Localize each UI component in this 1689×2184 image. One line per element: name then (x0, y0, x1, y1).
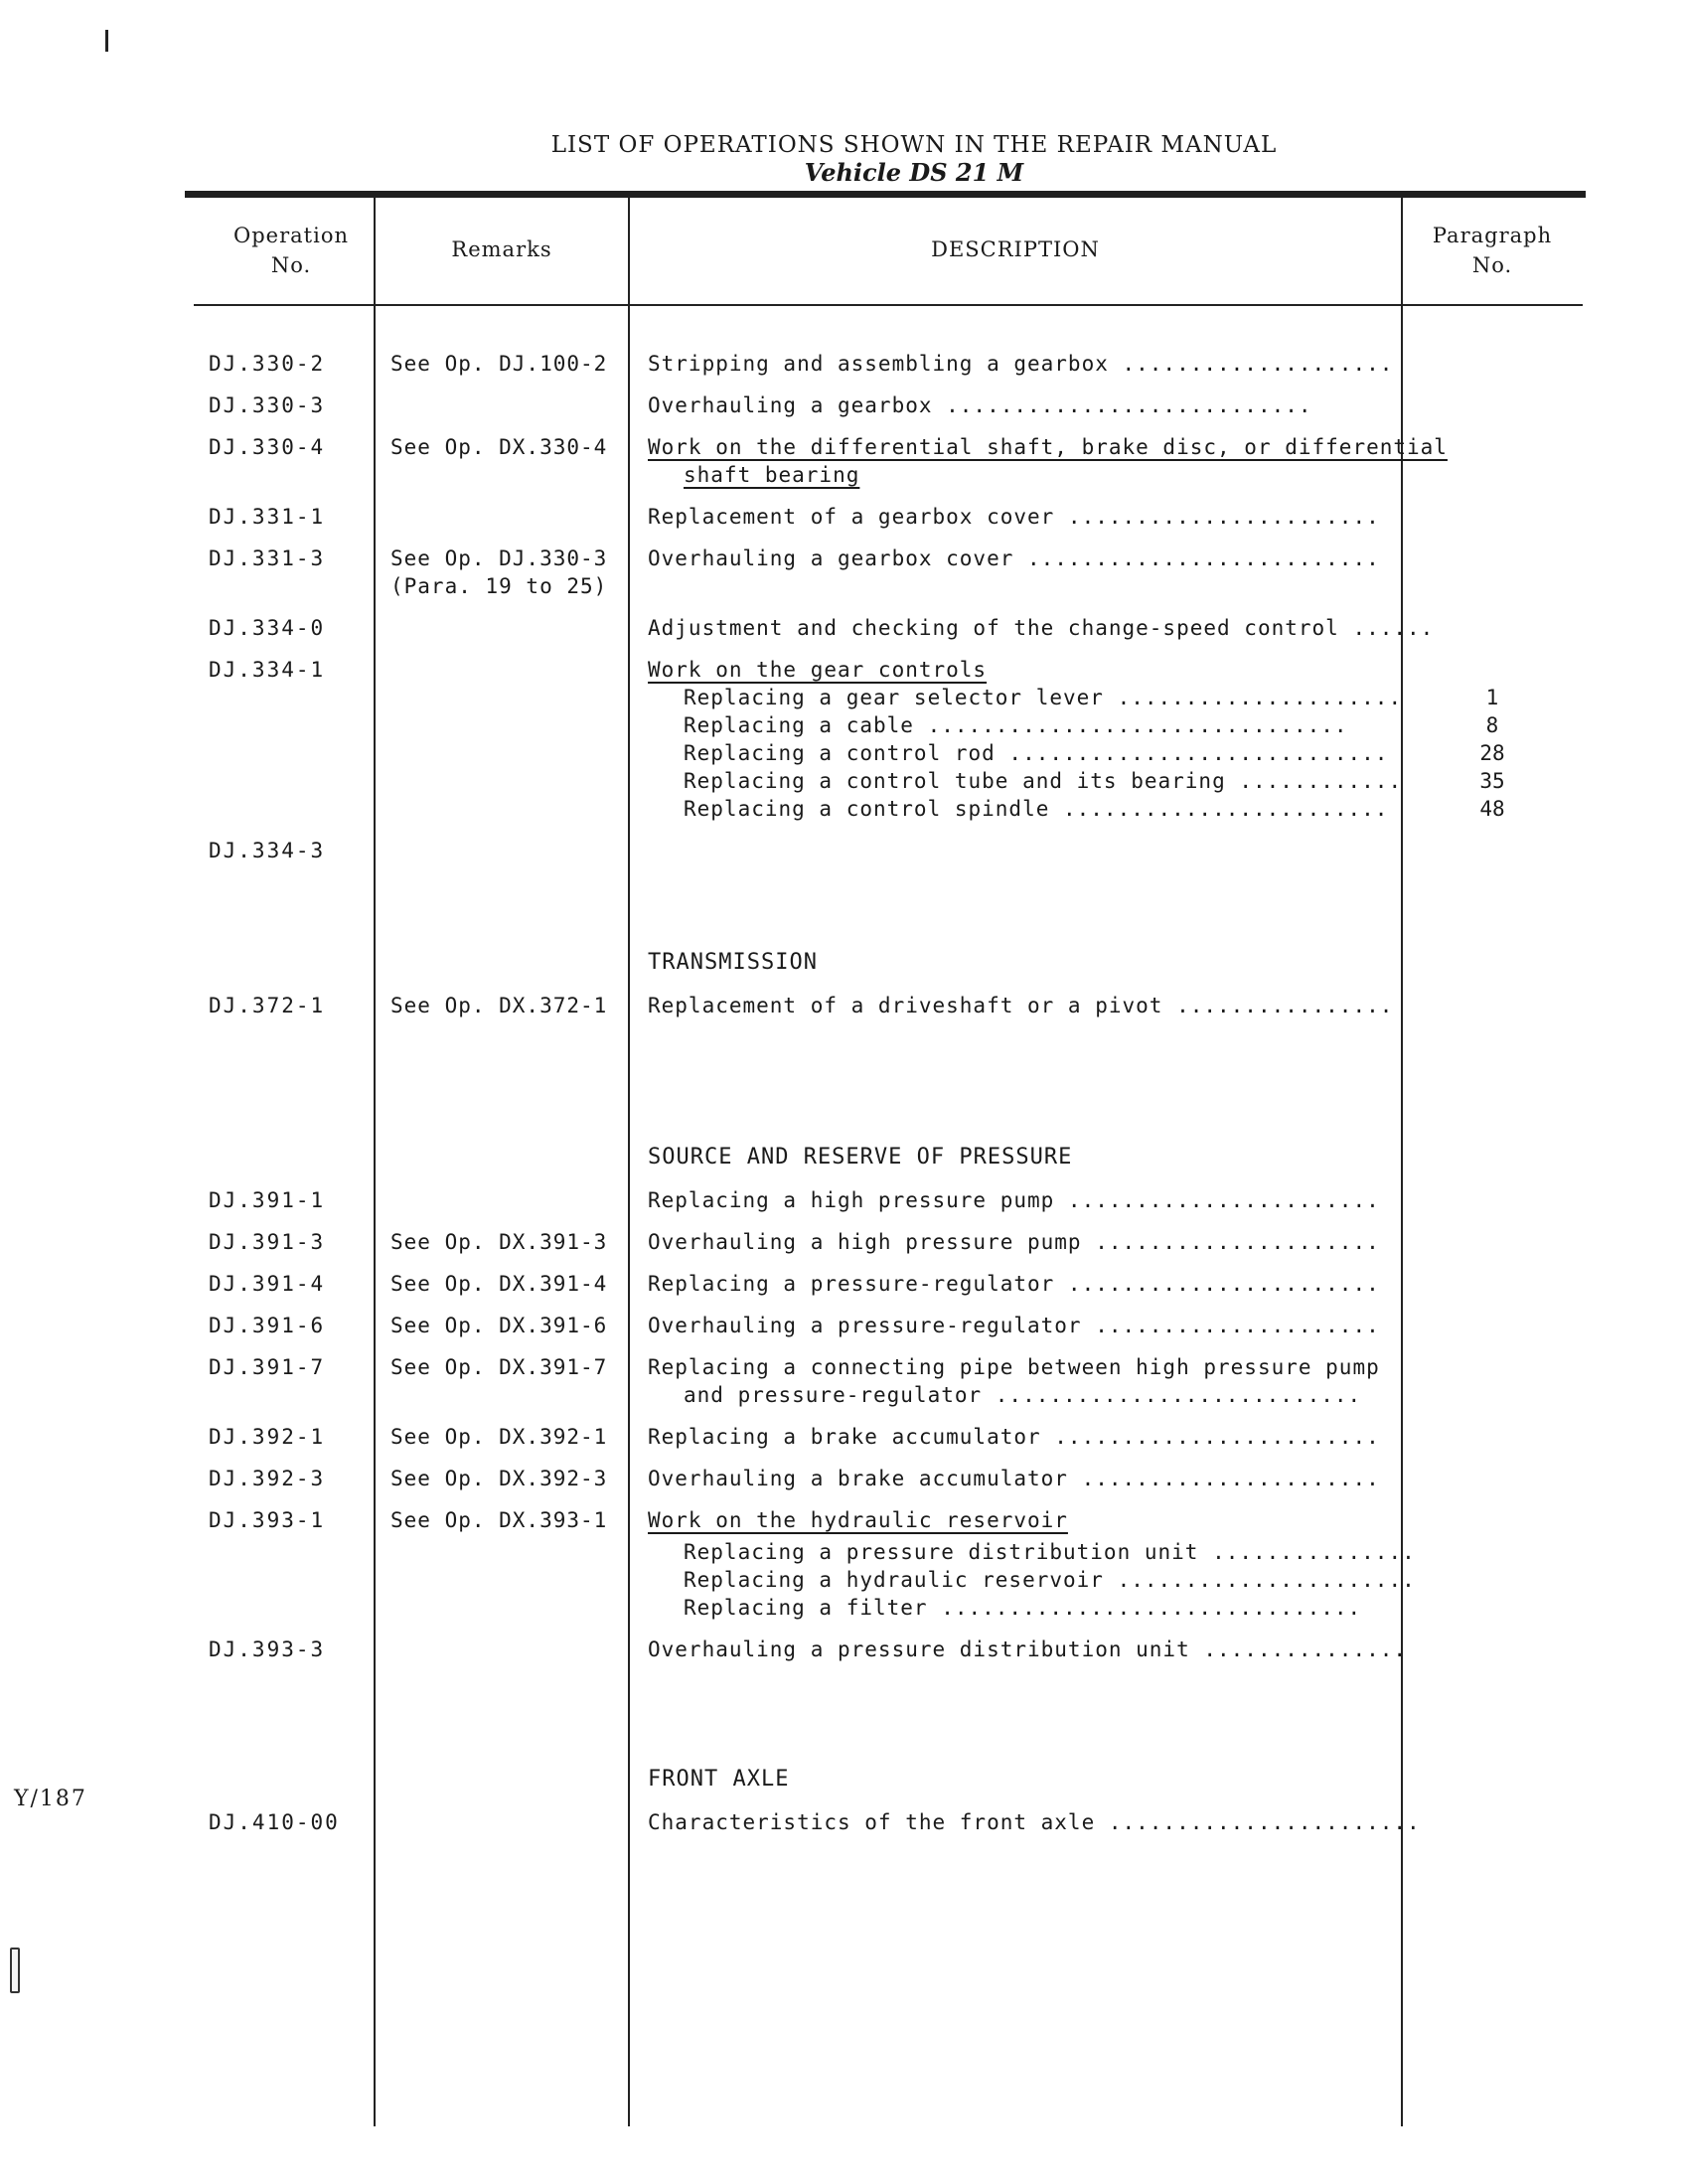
operation-number: DJ.334-0 (209, 616, 326, 640)
page-subtitle: Vehicle DS 21 M (804, 158, 1024, 187)
operation-number: DJ.391-4 (209, 1272, 326, 1296)
description-cell: Replacing a pressure-regulator ....................... (648, 1272, 1380, 1296)
description-continuation: and pressure-regulator ........................... (684, 1383, 1362, 1407)
remarks-cell: See Op. DX.392-3 (390, 1467, 608, 1490)
operation-number: DJ.393-1 (209, 1508, 326, 1532)
side-reference: Y/187 (14, 1787, 87, 1811)
column-header-paragraph: Paragraph No. (1432, 224, 1553, 277)
remarks-continuation: (Para. 19 to 25) (390, 574, 608, 598)
operation-number: DJ.392-1 (209, 1425, 326, 1449)
description-cell: Replacement of a driveshaft or a pivot ................ (648, 994, 1394, 1017)
description-cell: Work on the gear controls (648, 658, 988, 682)
remarks-cell: See Op. DX.330-4 (390, 435, 608, 459)
column-divider-3 (1401, 197, 1403, 2126)
description-cell: Replacing a high pressure pump ....................... (648, 1188, 1380, 1212)
description-cell: Overhauling a gearbox ........................... (648, 393, 1312, 417)
description-cell: Adjustment and checking of the change-speed control ...... (648, 616, 1435, 640)
column-header-operation: Operation No. (233, 224, 349, 277)
operation-number: DJ.391-7 (209, 1355, 326, 1379)
header-top-rule (185, 191, 1586, 198)
operation-number: DJ.410-00 (209, 1810, 340, 1834)
operation-number: DJ.330-2 (209, 352, 326, 376)
description-cell: Stripping and assembling a gearbox .................... (648, 352, 1394, 376)
paragraph-number: 35 (1479, 769, 1505, 793)
description-cell: Overhauling a pressure-regulator ..................... (648, 1314, 1380, 1337)
remarks-cell: See Op. DX.393-1 (390, 1508, 608, 1532)
remarks-cell: See Op. DX.391-6 (390, 1314, 608, 1337)
description-cell: Replacing a brake accumulator ........................ (648, 1425, 1380, 1449)
paragraph-number: 8 (1485, 713, 1499, 737)
description-cell: Work on the hydraulic reservoir (648, 1508, 1068, 1532)
sub-operation: Replacing a control spindle ........................ (684, 797, 1389, 821)
operation-number: DJ.372-1 (209, 994, 326, 1017)
description-cell: Overhauling a gearbox cover .......................... (648, 546, 1380, 570)
operation-number: DJ.391-1 (209, 1188, 326, 1212)
description-cell: Replacing a connecting pipe between high pressure pump (648, 1355, 1380, 1379)
remarks-cell: See Op. DX.391-4 (390, 1272, 608, 1296)
description-cell: Overhauling a high pressure pump ..................... (648, 1230, 1380, 1254)
operation-number: DJ.331-3 (209, 546, 326, 570)
operation-number: DJ.334-3 (209, 839, 326, 862)
page-title: LIST OF OPERATIONS SHOWN IN THE REPAIR MANUAL (550, 132, 1278, 158)
sub-operation: Replacing a control tube and its bearing ............ (684, 769, 1403, 793)
operation-number: DJ.334-1 (209, 658, 326, 682)
section-heading: SOURCE AND RESERVE OF PRESSURE (648, 1145, 1073, 1170)
section-heading: TRANSMISSION (648, 950, 818, 975)
sub-operation: Replacing a cable ............................... (684, 713, 1348, 737)
operation-number: DJ.330-3 (209, 393, 326, 417)
operation-number: DJ.331-1 (209, 505, 326, 529)
remarks-cell: See Op. DJ.100-2 (390, 352, 608, 376)
header-bottom-rule (194, 304, 1583, 306)
operation-number: DJ.330-4 (209, 435, 326, 459)
remarks-cell: See Op. DX.391-3 (390, 1230, 608, 1254)
section-heading: FRONT AXLE (648, 1767, 790, 1792)
binder-mark (10, 1948, 20, 1993)
sub-operation: Replacing a gear selector lever ..................... (684, 686, 1403, 709)
description-cell: Replacement of a gearbox cover ....................... (648, 505, 1380, 529)
operation-number: DJ.393-3 (209, 1638, 326, 1661)
description-cell: Overhauling a pressure distribution unit ............... (648, 1638, 1408, 1661)
column-header-description: DESCRIPTION (931, 237, 1100, 261)
sub-operation: Replacing a pressure distribution unit ............... (684, 1540, 1416, 1564)
operation-number: DJ.392-3 (209, 1467, 326, 1490)
paragraph-number: 1 (1485, 686, 1499, 709)
description-cell: Overhauling a brake accumulator ...................... (648, 1467, 1380, 1490)
description-continuation: shaft bearing (684, 463, 860, 487)
operation-number: DJ.391-3 (209, 1230, 326, 1254)
remarks-cell: See Op. DX.391-7 (390, 1355, 608, 1379)
remarks-cell: See Op. DX.372-1 (390, 994, 608, 1017)
sub-operation: Replacing a control rod ............................ (684, 741, 1389, 765)
column-divider-2 (628, 197, 630, 2126)
column-divider-1 (374, 197, 376, 2126)
remarks-cell: See Op. DX.392-1 (390, 1425, 608, 1449)
sub-operation: Replacing a filter ............................... (684, 1596, 1362, 1620)
remarks-cell: See Op. DJ.330-3 (390, 546, 608, 570)
paragraph-number: 48 (1479, 797, 1505, 821)
description-cell: Work on the differential shaft, brake disc, or differential (648, 435, 1448, 459)
paragraph-number: 28 (1479, 741, 1505, 765)
operation-number: DJ.391-6 (209, 1314, 326, 1337)
sub-operation: Replacing a hydraulic reservoir ...................... (684, 1568, 1416, 1592)
column-header-remarks: Remarks (451, 237, 552, 261)
page-mark (105, 30, 108, 52)
description-cell: Characteristics of the front axle ....................... (648, 1810, 1421, 1834)
